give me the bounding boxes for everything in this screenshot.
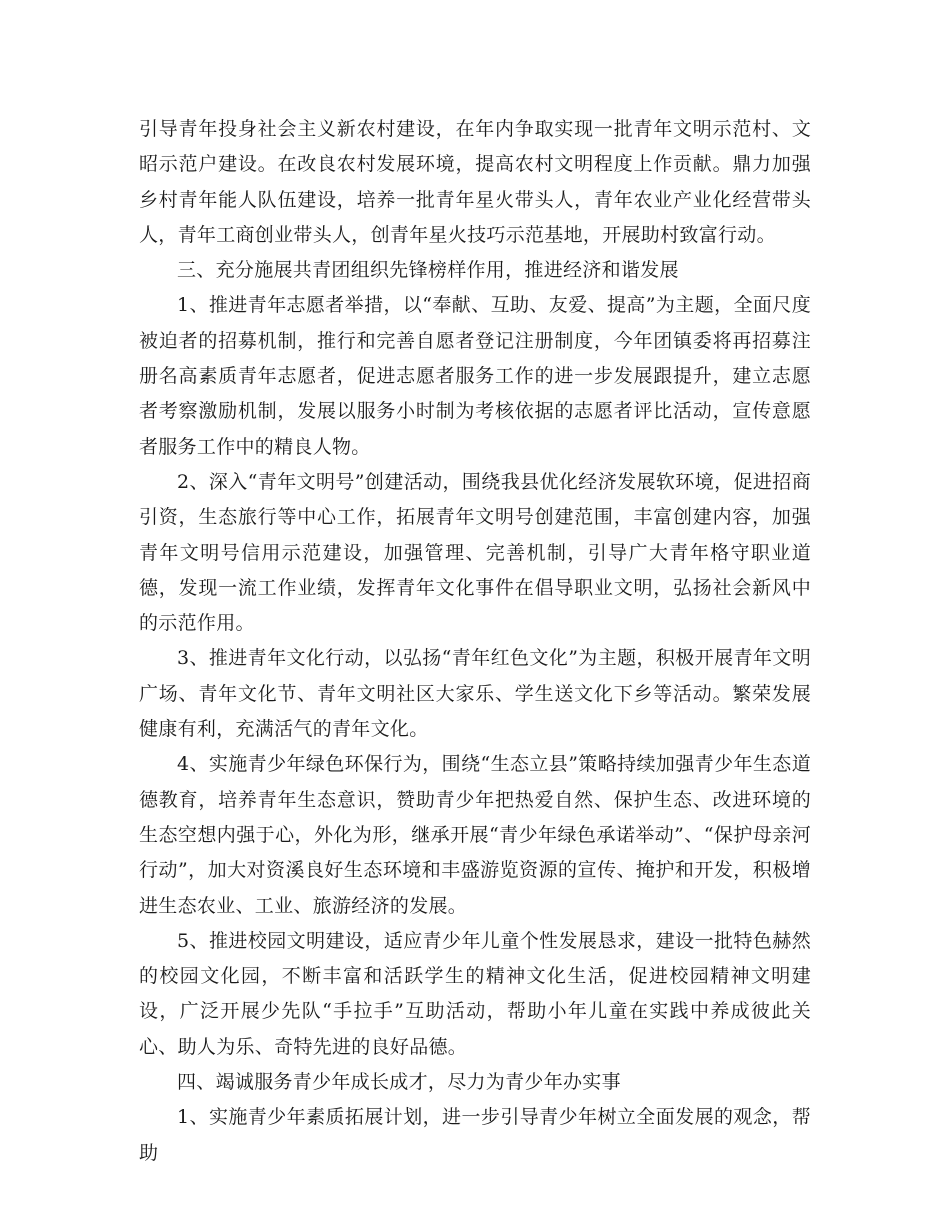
paragraph-item-3: 3、推进青年文化行动，以弘扬“青年红色文化”为主题，积极开展青年文明广场、青年文化节、青年文明社区大家乐、学生送文化下乡等活动。繁荣发展健康有利，充满活气的青年文化。	[139, 647, 811, 741]
paragraph-item-2: 2、深入“青年文明号”创建活动，围绕我县优化经济发展软环境，促进招商引资，生态旅行等中心工作，拓展青年文明号创建范围，丰富创建内容，加强青年文明号信用示范建设，加强管理、完善机制，引导广大青年格守职业道德，发现一流工作业绩，发挥青年文化事件在倡导职业文明，弘扬社会新风中的示范作用。	[139, 470, 811, 635]
paragraph-item-1b: 1、实施青少年素质拓展计划，进一步引导青少年树立全面发展的观念，帮助	[139, 1106, 811, 1164]
paragraph-continuation: 引导青年投身社会主义新农村建设，在年内争取实现一批青年文明示范村、文昭示范户建设。在改良农村发展环境，提高农村文明程度上作贡献。鼎力加强乡村青年能人队伍建设，培养一批青年星火带头人，青年农业产业化经营带头人，青年工商创业带头人，创青年星火技巧示范基地，开展助村致富行动。	[139, 118, 811, 246]
section-heading-4: 四、竭诚服务青少年成长成才，尽力为青少年办实事	[177, 1071, 621, 1094]
section-heading-3: 三、充分施展共青团组织先锋榜样作用，推进经济和谐发展	[177, 259, 679, 282]
document-body	[139, 112, 811, 1171]
paragraph-item-5: 5、推进校园文明建设，适应青少年儿童个性发展恳求，建设一批特色赫然的校园文化园，不断丰富和活跃学生的精神文化生活，促进校园精神文明建设，广泛开展少先队“手拉手”互助活动，帮助小年儿童在实践中养成彼此关心、助人为乐、奇特先进的良好品德。	[139, 929, 811, 1058]
paragraph-item-1: 1、推进青年志愿者举措，以“奉献、互助、友爱、提高”为主题，全面尺度被迫者的招募机制，推行和完善自愿者登记注册制度，今年团镇委将再招募注册名高素质青年志愿者，促进志愿者服务工作的进一步发展跟提升，建立志愿者考察激励机制，发展以服务小时制为考核依据的志愿者评比活动，宣传意愿者服务工作中的精良人物。	[139, 294, 811, 458]
paragraph-item-4: 4、实施青少年绿色环保行为，围绕“生态立县”策略持续加强青少年生态道德教育，培养青年生态意识，赞助青少年把热爱自然、保护生态、改进环境的生态空想内强于心，外化为形，继承开展“青少年绿色承诺举动”、“保护母亲河行动”，加大对资溪良好生态环境和丰盛游览资源的宣传、掩护和开发，积极增进生态农业、工业、旅游经济的发展。	[139, 753, 811, 917]
